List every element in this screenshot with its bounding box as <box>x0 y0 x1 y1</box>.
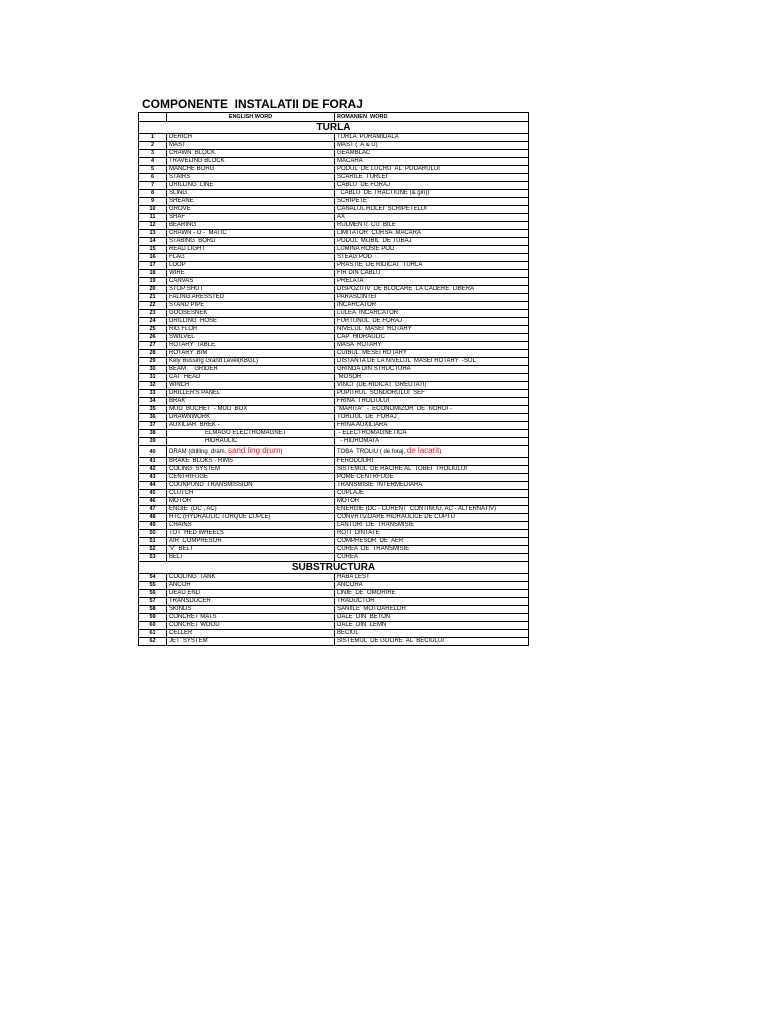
table-row <box>139 406 529 414</box>
row-number: 35 <box>139 406 167 414</box>
english-term: CLUTCH <box>167 490 335 498</box>
table-row <box>139 278 529 286</box>
row-number: 55 <box>139 582 167 590</box>
romanian-term: DALE DIN BETON <box>335 614 529 622</box>
row-number: 19 <box>139 278 167 286</box>
english-term <box>167 446 335 458</box>
row-number: 49 <box>139 522 167 530</box>
table-row <box>139 190 529 198</box>
romanian-term: FERODOURI <box>335 458 529 466</box>
table-row <box>139 482 529 490</box>
english-term: STOP SHUT <box>167 286 335 294</box>
header-row <box>139 113 529 122</box>
row-number: 9 <box>139 198 167 206</box>
table-row <box>139 382 529 390</box>
romanian-term: FRINA TROLIULUI <box>335 398 529 406</box>
row-number: 42 <box>139 466 167 474</box>
row-number: 54 <box>139 574 167 582</box>
romanian-term: CAP HIDRAULIC <box>335 334 529 342</box>
table-row <box>139 554 529 562</box>
romanian-term: MOTOR <box>335 498 529 506</box>
table-row <box>139 398 529 406</box>
english-term: BELT <box>167 554 335 562</box>
table-row <box>139 498 529 506</box>
document-title: COMPONENTE INSTALATII DE FORAJ <box>142 97 363 111</box>
row-number: 33 <box>139 390 167 398</box>
romanian-term: FURTUNUL DE FORAJ <box>335 318 529 326</box>
table-row <box>139 474 529 482</box>
romanian-term: STEAG POD <box>335 254 529 262</box>
english-term: DRILLER'S PANEL <box>167 390 335 398</box>
english-term: CENTRIFUGE <box>167 474 335 482</box>
english-term: DERICH <box>167 134 335 142</box>
row-number: 29 <box>139 358 167 366</box>
row-number: 52 <box>139 546 167 554</box>
row-number: 60 <box>139 622 167 630</box>
row-number: 15 <box>139 246 167 254</box>
english-term: ROTARY TABLE <box>167 342 335 350</box>
table-row <box>139 142 529 150</box>
romanian-term: LIMITATOR CURSA MACARA <box>335 230 529 238</box>
romanian-term: ROTI DINTATE <box>335 530 529 538</box>
table-row <box>139 622 529 630</box>
table-row <box>139 606 529 614</box>
table-row <box>139 458 529 466</box>
table-row <box>139 318 529 326</box>
section-header <box>139 122 529 134</box>
english-term: ELMAGO ELECTROMAGNET <box>167 430 335 438</box>
row-number: 27 <box>139 342 167 350</box>
english-term-highlight: sand ling drum <box>228 446 281 455</box>
section-title: TURLA <box>139 122 529 134</box>
english-term: ROTARY BIM <box>167 350 335 358</box>
english-column-header: ENGLISH WORD <box>167 113 335 122</box>
english-term: AUXILIAR BREK - <box>167 422 335 430</box>
romanian-term <box>335 446 529 458</box>
table-row <box>139 438 529 446</box>
row-number: 24 <box>139 318 167 326</box>
english-term: COLING SYSTEM <box>167 466 335 474</box>
english-term: MOTOR <box>167 498 335 506</box>
english-term: SKINDS <box>167 606 335 614</box>
romanian-term: NIVELUL MASEI ROTARY <box>335 326 529 334</box>
english-term: ANCOR <box>167 582 335 590</box>
english-term: DRILLING LINE <box>167 182 335 190</box>
table-row <box>139 414 529 422</box>
row-number: 48 <box>139 514 167 522</box>
row-number: 59 <box>139 614 167 622</box>
table-row <box>139 270 529 278</box>
table-row <box>139 506 529 514</box>
romanian-term: CABLU DE FORAJ <box>335 182 529 190</box>
row-number: 40 <box>139 446 167 458</box>
english-term: DEAD END <box>167 590 335 598</box>
english-term: TRANSDUCER <box>167 598 335 606</box>
romanian-term: DALE DIN LEMN <box>335 622 529 630</box>
romanian-term: MAST ( A & U) <box>335 142 529 150</box>
table-row <box>139 390 529 398</box>
english-term: CANVAS <box>167 278 335 286</box>
romanian-term: GRINDA DIN STRUCTURA <box>335 366 529 374</box>
english-term: FALING ARESSTED <box>167 294 335 302</box>
english-term: TOT HED WHEELS <box>167 530 335 538</box>
table-row <box>139 582 529 590</box>
romanian-term: GEAMBLAC <box>335 150 529 158</box>
romanian-term: FIR DIN CABLU <box>335 270 529 278</box>
english-term: BRAKE BLOKS - RIMS <box>167 458 335 466</box>
romanian-term: CABLU DE TRACTIUNE (& gin)) <box>335 190 529 198</box>
table-row <box>139 134 529 142</box>
table-row <box>139 530 529 538</box>
romanian-term: VINCI (DE RIDICAT GREUTATI) <box>335 382 529 390</box>
number-column-header <box>139 113 167 122</box>
romanian-term: PARASCINTEI <box>335 294 529 302</box>
romanian-term: SCRIPETE <box>335 198 529 206</box>
row-number: 62 <box>139 638 167 646</box>
table-row <box>139 490 529 498</box>
table-row <box>139 166 529 174</box>
row-number: 17 <box>139 262 167 270</box>
english-term: CRAWN BLOCK <box>167 150 335 158</box>
romanian-term: COMPRESOR DE AER <box>335 538 529 546</box>
row-number: 28 <box>139 350 167 358</box>
row-number: 31 <box>139 374 167 382</box>
romanian-term: BECIUL <box>335 630 529 638</box>
romanian-term: TRADUCTOR <box>335 598 529 606</box>
row-number: 58 <box>139 606 167 614</box>
row-number: 10 <box>139 206 167 214</box>
table-row <box>139 374 529 382</box>
row-number: 26 <box>139 334 167 342</box>
table-row <box>139 358 529 366</box>
romanian-term: LULEA INCARCATOR <box>335 310 529 318</box>
table-row <box>139 198 529 206</box>
row-number: 41 <box>139 458 167 466</box>
english-term: GOOSESNEK <box>167 310 335 318</box>
row-number: 2 <box>139 142 167 150</box>
romanian-term: LINIE DE OMORIRE <box>335 590 529 598</box>
romanian-term: PRASTIE DE RIDICAT TURLA <box>335 262 529 270</box>
table-row <box>139 430 529 438</box>
row-number: 4 <box>139 158 167 166</box>
romanian-term: PRELATA <box>335 278 529 286</box>
english-term: CONCRET MATS <box>167 614 335 622</box>
table-row <box>139 614 529 622</box>
romanian-term: CUREA <box>335 554 529 562</box>
english-term: COUNPUND TRANSMISSION <box>167 482 335 490</box>
row-number: 7 <box>139 182 167 190</box>
table-row <box>139 638 529 646</box>
english-term: CELLER <box>167 630 335 638</box>
english-term: BEAM GRIDER <box>167 366 335 374</box>
english-term: MANCHE BORG <box>167 166 335 174</box>
table-row <box>139 630 529 638</box>
row-number: 25 <box>139 326 167 334</box>
romanian-term: SISTEMUL DE GOLIRE AL BECIULUI <box>335 638 529 646</box>
table-row <box>139 206 529 214</box>
english-term: WIRE <box>167 270 335 278</box>
row-number: 22 <box>139 302 167 310</box>
table-row <box>139 546 529 554</box>
table-row <box>139 342 529 350</box>
romanian-term: PUPITRUL SONDORULUI SEF <box>335 390 529 398</box>
romanian-term: CUREA DE TRANSMISIE <box>335 546 529 554</box>
romanian-term: SISTEMUL DE RACIRE AL TOBEI TROLIULUI <box>335 466 529 474</box>
english-term: MUD BUCHET - MUD BOX <box>167 406 335 414</box>
romanian-term: TURLA PURAMIDALA <box>335 134 529 142</box>
english-term: CAT HEAD <box>167 374 335 382</box>
row-number: 5 <box>139 166 167 174</box>
row-number: 39 <box>139 438 167 446</box>
table-row <box>139 310 529 318</box>
romanian-term: - HIDROMATA <box>335 438 529 446</box>
english-term: ENGIE (DC , AC) <box>167 506 335 514</box>
row-number: 13 <box>139 230 167 238</box>
romanian-term: FRINA AUXILIARA <box>335 422 529 430</box>
row-number: 3 <box>139 150 167 158</box>
romanian-term-part: ) <box>439 449 442 455</box>
english-term: SWILVEL <box>167 334 335 342</box>
row-number: 12 <box>139 222 167 230</box>
romanian-term: AX <box>335 214 529 222</box>
section-title: SUBSTRUCTURA <box>139 562 529 574</box>
english-term: CHAINS <box>167 522 335 530</box>
glossary-table <box>138 112 529 646</box>
romanian-term: CUIBUL MESEI ROTARY <box>335 350 529 358</box>
romanian-term: LUMINA ROSIE POD <box>335 246 529 254</box>
row-number: 18 <box>139 270 167 278</box>
romanian-term: RULMENTI CU BILE <box>335 222 529 230</box>
english-term: STAND PIPE <box>167 302 335 310</box>
table-row <box>139 422 529 430</box>
table-row <box>139 294 529 302</box>
english-term: FLAG <box>167 254 335 262</box>
romanian-term: CANALUL ROLEI SCRIPETELUI <box>335 206 529 214</box>
row-number: 36 <box>139 414 167 422</box>
table-row <box>139 466 529 474</box>
table-row <box>139 538 529 546</box>
table-row <box>139 246 529 254</box>
romanian-term: SCARILE TURLEI <box>335 174 529 182</box>
english-term: WINCH <box>167 382 335 390</box>
english-term: READ LIGHT <box>167 246 335 254</box>
row-number: 43 <box>139 474 167 482</box>
row-number: 23 <box>139 310 167 318</box>
romanian-term: ENERGIE (DC - CURENT CONTINUU, AC - ALTERNATIV) <box>335 506 529 514</box>
english-term: STAIRS <box>167 174 335 182</box>
romanian-term: - ELECTROMAGNETICA <box>335 430 529 438</box>
row-number: 44 <box>139 482 167 490</box>
row-number: 14 <box>139 238 167 246</box>
row-number: 38 <box>139 430 167 438</box>
table-row <box>139 522 529 530</box>
romanian-term: MACARA <box>335 158 529 166</box>
romanian-term: LANTURI DE TRANSMISIE <box>335 522 529 530</box>
english-term: 'V' BELT <box>167 546 335 554</box>
english-term: TRAVELING BLOCK <box>167 158 335 166</box>
english-term: CONCRET WOOD <box>167 622 335 630</box>
row-number: 47 <box>139 506 167 514</box>
romanian-term: PODUL MOBIL DE TUBAJ <box>335 238 529 246</box>
table-row <box>139 174 529 182</box>
romanian-term: INCARCATOR <box>335 302 529 310</box>
row-number: 1 <box>139 134 167 142</box>
row-number: 11 <box>139 214 167 222</box>
row-number: 21 <box>139 294 167 302</box>
romanian-term: PODUL DE LUCRU AL PODARULUI <box>335 166 529 174</box>
row-number: 53 <box>139 554 167 562</box>
romanian-term: SANIILE MOTOARELOR <box>335 606 529 614</box>
row-number: 51 <box>139 538 167 546</box>
english-term-part: DRAM (drilling dram, <box>169 449 229 455</box>
romanian-term: DISTANTA DE LA NIVELUL MASEI ROTARY -SOL <box>335 358 529 366</box>
romanian-term: CONVRTIZOARE HIDRAULICE DE CUPTU <box>335 514 529 522</box>
romanian-term: "MARITA" - ECONOMIZOR DE NOROI - <box>335 406 529 414</box>
table-row <box>139 150 529 158</box>
english-term: DRILLING HOSE <box>167 318 335 326</box>
table-row <box>139 366 529 374</box>
table-row <box>139 350 529 358</box>
row-number: 16 <box>139 254 167 262</box>
english-term: DRAWNWORK <box>167 414 335 422</box>
english-term: MAST <box>167 142 335 150</box>
table-row <box>139 590 529 598</box>
romanian-term: TORLIUL DE FORAJ <box>335 414 529 422</box>
table-row <box>139 222 529 230</box>
english-term: COOLING TANK <box>167 574 335 582</box>
english-term: BEARING <box>167 222 335 230</box>
romanian-column-header: ROMANIEN WORD <box>335 113 529 122</box>
english-term: LOOP <box>167 262 335 270</box>
romanian-term: MOSOR <box>335 374 529 382</box>
english-term: Kely Bussing Grand Level(KBGL) <box>167 358 335 366</box>
row-number: 32 <box>139 382 167 390</box>
row-number: 61 <box>139 630 167 638</box>
row-number: 57 <box>139 598 167 606</box>
english-term-part: ) <box>280 449 283 455</box>
table-row <box>139 514 529 522</box>
table-row <box>139 158 529 166</box>
row-number: 46 <box>139 498 167 506</box>
romanian-term: TRANSMISIE INTERMEDIARA <box>335 482 529 490</box>
row-number: 34 <box>139 398 167 406</box>
table-row <box>139 334 529 342</box>
english-term: BRAK <box>167 398 335 406</box>
table-row <box>139 574 529 582</box>
row-number: 8 <box>139 190 167 198</box>
table-row <box>139 230 529 238</box>
english-term: SHEANE <box>167 198 335 206</box>
row-number: 20 <box>139 286 167 294</box>
english-term: GROVE <box>167 206 335 214</box>
romanian-term-part: TOBA TROLIU ( de foraj, <box>337 449 407 455</box>
english-term: STABING BORD <box>167 238 335 246</box>
row-number: 6 <box>139 174 167 182</box>
english-term: HTC (HYDRAULIC TORQUE CUPLE) <box>167 514 335 522</box>
english-term: JET SYSTEM <box>167 638 335 646</box>
table-row <box>139 254 529 262</box>
table-row <box>139 598 529 606</box>
romanian-term: MASA ROTARY <box>335 342 529 350</box>
table-row <box>139 446 529 458</box>
romanian-term: ANCORA <box>335 582 529 590</box>
romanian-term: POME CENTRFUGE <box>335 474 529 482</box>
romanian-term: HABA LEST <box>335 574 529 582</box>
english-term: AIR COMPRESOR <box>167 538 335 546</box>
row-number: 50 <box>139 530 167 538</box>
table-row <box>139 326 529 334</box>
table-row <box>139 286 529 294</box>
romanian-term: CUPLAJE <box>335 490 529 498</box>
table-row <box>139 262 529 270</box>
english-term: RIG FLOR <box>167 326 335 334</box>
english-term: SLING <box>167 190 335 198</box>
row-number: 56 <box>139 590 167 598</box>
table-row <box>139 182 529 190</box>
table-row <box>139 238 529 246</box>
english-term: SHAF <box>167 214 335 222</box>
row-number: 45 <box>139 490 167 498</box>
english-term: HIDRAULIC <box>167 438 335 446</box>
romanian-term: DISPOZITIV DE BLOCARE LA CADERE LIBERA <box>335 286 529 294</box>
row-number: 37 <box>139 422 167 430</box>
table-row <box>139 214 529 222</box>
glossary-body <box>139 122 529 646</box>
english-term: CRAWN - O - MATIC <box>167 230 335 238</box>
table-row <box>139 302 529 310</box>
romanian-term-highlight: de lacarit <box>406 446 440 455</box>
section-header <box>139 562 529 574</box>
row-number: 30 <box>139 366 167 374</box>
